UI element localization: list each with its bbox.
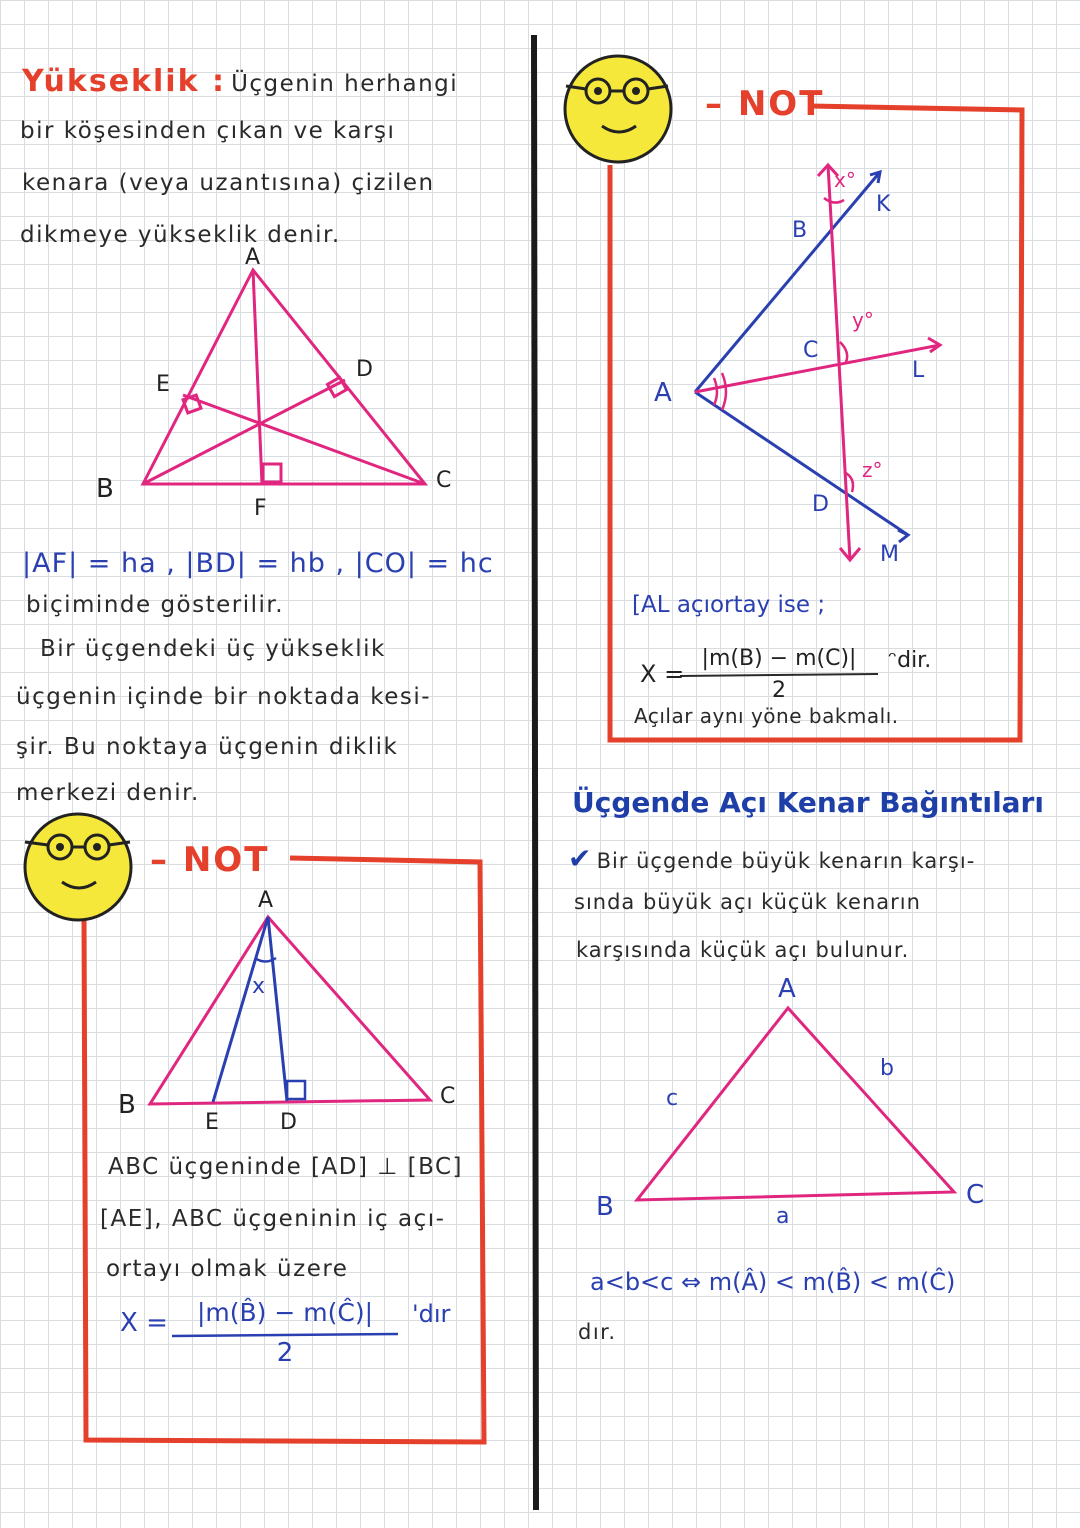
left-note-label-text: NOT bbox=[182, 840, 270, 880]
right-formula-suffix: ᵔdir. bbox=[888, 648, 932, 673]
section-line-3: karşısında küçük açı bulunur. bbox=[576, 938, 910, 962]
left-fraction-bar bbox=[172, 1334, 398, 1336]
left-formula-suffix: 'dır bbox=[412, 1300, 451, 1328]
section-title: Üçgende Açı Kenar Bağıntıları bbox=[572, 786, 1044, 819]
altitude-definition bbox=[22, 64, 458, 99]
fig1-label-c: C bbox=[436, 468, 452, 493]
right-fraction-bar bbox=[680, 674, 878, 676]
left-formula-denominator: 2 bbox=[276, 1338, 294, 1368]
fig4-label-a: A bbox=[778, 974, 796, 1004]
fig3-label-k: K bbox=[876, 192, 891, 217]
left-note-line-3: ortayı olmak üzere bbox=[106, 1256, 349, 1282]
fig3-label-c: C bbox=[803, 338, 819, 363]
fig2-label-e: E bbox=[205, 1110, 219, 1135]
right-formula-numerator: |m(B) − m(C)| bbox=[701, 646, 857, 671]
right-note-line-1: [AL açıortay ise ; bbox=[632, 592, 826, 618]
paragraph-line-1: Bir üçgendeki üç yükseklik bbox=[40, 636, 386, 662]
paragraph-line-3: şir. Bu noktaya üçgenin diklik bbox=[16, 734, 399, 760]
fig2-label-c: C bbox=[440, 1084, 456, 1109]
altitude-notation: |AF| = ha , |BD| = hb , |CO| = hc bbox=[22, 548, 494, 579]
fig4-label-side-c: c bbox=[666, 1086, 679, 1111]
fig1-label-f: F bbox=[254, 496, 267, 521]
fig1-label-b: B bbox=[96, 474, 114, 504]
definition-line-2: bir köşesinden çıkan ve karşı bbox=[20, 118, 396, 144]
angle-side-relation: a<b<c ⇔ m(Â) < m(B̂) < m(Ĉ) bbox=[590, 1268, 956, 1296]
fig4-label-c: C bbox=[966, 1180, 985, 1210]
check-icon: ✔ bbox=[568, 842, 592, 875]
fig3-label-b: B bbox=[792, 218, 808, 243]
right-formula-denominator: 2 bbox=[772, 678, 786, 703]
paragraph-line-4: merkezi denir. bbox=[16, 780, 200, 806]
right-note-label-text: NOT bbox=[737, 84, 825, 124]
altitude-title: Yükseklik : bbox=[22, 64, 226, 99]
fig4-label-side-b: b bbox=[880, 1056, 894, 1081]
fig3-label-m: M bbox=[880, 542, 899, 567]
fig4-label-side-a: a bbox=[776, 1204, 790, 1229]
column-divider bbox=[534, 35, 536, 1510]
fig1-label-d: D bbox=[356, 357, 373, 382]
smiley-icon-left bbox=[25, 814, 131, 920]
smiley-icon-right bbox=[565, 56, 671, 162]
section-line-1-row bbox=[568, 842, 975, 875]
section-line-1: Bir üçgende büyük kenarın karşı- bbox=[596, 849, 976, 873]
right-note-line-2: Açılar aynı yöne bakmalı. bbox=[634, 704, 899, 728]
fig2-label-a: A bbox=[258, 888, 274, 913]
left-note-label: – NOT bbox=[150, 840, 270, 880]
definition-line-4: dikmeye yükseklik denir. bbox=[20, 222, 341, 248]
section-line-2: sında büyük açı küçük kenarın bbox=[574, 890, 921, 914]
fig3-label-a: A bbox=[654, 378, 672, 408]
bisector-altitude-figure bbox=[150, 917, 430, 1104]
fig1-label-e: E bbox=[156, 372, 170, 397]
fig2-label-x: x bbox=[252, 974, 266, 999]
notation-caption: biçiminde gösterilir. bbox=[26, 592, 285, 618]
fig3-label-x: x° bbox=[834, 168, 856, 192]
definition-line-1: Üçgenin herhangi bbox=[231, 71, 459, 97]
fig3-label-d: D bbox=[812, 492, 829, 517]
fig3-label-z: z° bbox=[862, 458, 883, 482]
right-formula-lhs: X = bbox=[640, 660, 685, 688]
fig1-label-a: A bbox=[245, 245, 261, 270]
left-formula-numerator: |m(B̂) − m(Ĉ)| bbox=[196, 1298, 373, 1327]
fig2-label-b: B bbox=[118, 1090, 136, 1120]
fig3-label-l: L bbox=[912, 358, 925, 383]
paragraph-line-2: üçgenin içinde bir noktada kesi- bbox=[16, 684, 432, 710]
right-note-frame bbox=[610, 106, 1022, 740]
fig2-label-d: D bbox=[280, 1110, 297, 1135]
left-formula-lhs: X = bbox=[120, 1308, 168, 1338]
left-note-line-2: [AE], ABC üçgeninin iç açı- bbox=[100, 1206, 446, 1232]
fig4-label-b: B bbox=[596, 1192, 614, 1222]
right-note-label: – NOT bbox=[705, 84, 825, 124]
relation-suffix: dır. bbox=[578, 1320, 617, 1344]
angle-side-triangle-figure bbox=[637, 1008, 954, 1200]
altitudes-triangle-figure bbox=[143, 270, 425, 484]
left-note-line-1: ABC üçgeninde [AD] ⊥ [BC] bbox=[108, 1154, 463, 1180]
fig3-label-y: y° bbox=[852, 308, 874, 332]
definition-line-3: kenara (veya uzantısına) çizilen bbox=[22, 170, 435, 196]
